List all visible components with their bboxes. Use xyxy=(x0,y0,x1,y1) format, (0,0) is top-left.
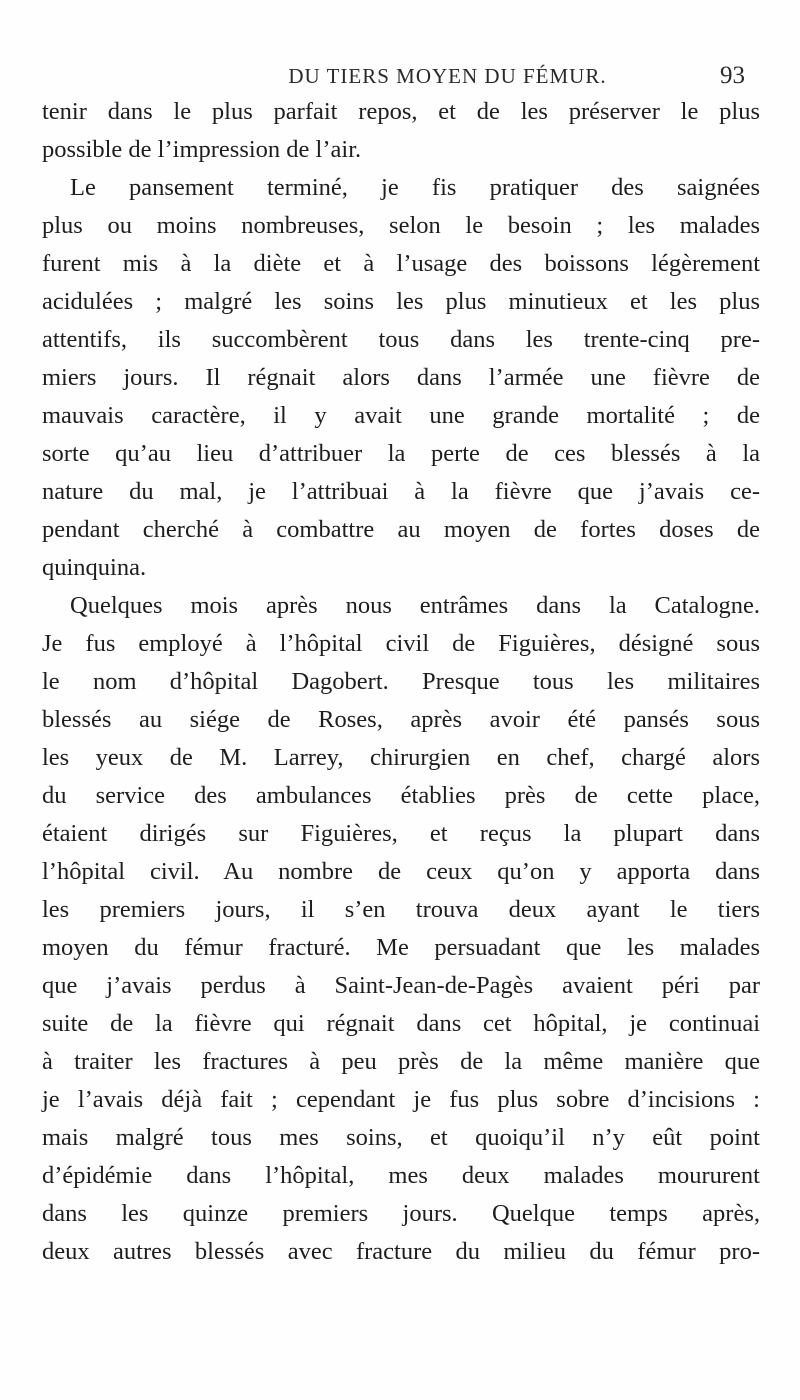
text-line: que j’avais perdus à Saint-Jean-de-Pagès avaient péri par xyxy=(42,972,760,999)
text-line: acidulées ; malgré les soins les plus minutieux et les plus xyxy=(42,288,760,315)
text-line: furent mis à la diète et à l’usage des boissons légèrement xyxy=(42,250,760,277)
text-line: plus ou moins nombreuses, selon le besoin ; les malades xyxy=(42,212,760,239)
text-line: possible de l’impression de l’air. xyxy=(42,136,362,163)
text-line: suite de la fièvre qui régnait dans cet hôpital, je continuai xyxy=(42,1010,760,1037)
text-line: Quelques mois après nous entrâmes dans la Catalogne. xyxy=(70,592,760,619)
text-line: deux autres blessés avec fracture du milieu du fémur pro- xyxy=(42,1238,760,1265)
text-line: nature du mal, je l’attribuai à la fièvre que j’avais ce- xyxy=(42,478,760,505)
text-line: l’hôpital civil. Au nombre de ceux qu’on y apporta dans xyxy=(42,858,760,885)
text-line: je l’avais déjà fait ; cependant je fus plus sobre d’incisions : xyxy=(42,1086,760,1113)
text-line: Le pansement terminé, je fis pratiquer des saignées xyxy=(70,174,760,201)
text-line: le nom d’hôpital Dagobert. Presque tous les militaires xyxy=(42,668,760,695)
text-line: étaient dirigés sur Figuières, et reçus la plupart dans xyxy=(42,820,760,847)
text-line: attentifs, ils succombèrent tous dans les trente-cinq pre- xyxy=(42,326,760,353)
text-line: dans les quinze premiers jours. Quelque temps après, xyxy=(42,1200,760,1227)
text-line: sorte qu’au lieu d’attribuer la perte de ces blessés à la xyxy=(42,440,760,467)
text-line: d’épidémie dans l’hôpital, mes deux malades moururent xyxy=(42,1162,760,1189)
page-number: 93 xyxy=(720,62,745,89)
text-line: pendant cherché à combattre au moyen de fortes doses de xyxy=(42,516,760,543)
text-line: Je fus employé à l’hôpital civil de Figuières, désigné sous xyxy=(42,630,760,657)
running-title: DU TIERS MOYEN DU FÉMUR. xyxy=(288,64,607,88)
text-line: quinquina. xyxy=(42,554,147,581)
text-line: les yeux de M. Larrey, chirurgien en chef, chargé alors xyxy=(42,744,760,771)
text-line: les premiers jours, il s’en trouva deux ayant le tiers xyxy=(42,896,760,923)
text-line: tenir dans le plus parfait repos, et de les préserver le plus xyxy=(42,98,760,125)
text-line: à traiter les fractures à peu près de la même manière que xyxy=(42,1048,760,1075)
text-line: mauvais caractère, il y avait une grande mortalité ; de xyxy=(42,402,760,429)
text-line: mais malgré tous mes soins, et quoiqu’il n’y eût point xyxy=(42,1124,760,1151)
text-line: miers jours. Il régnait alors dans l’armée une fièvre de xyxy=(42,364,760,391)
text-line: blessés au siége de Roses, après avoir été pansés sous xyxy=(42,706,760,733)
text-line: moyen du fémur fracturé. Me persuadant que les malades xyxy=(42,934,760,961)
text-line: du service des ambulances établies près de cette place, xyxy=(42,782,760,809)
